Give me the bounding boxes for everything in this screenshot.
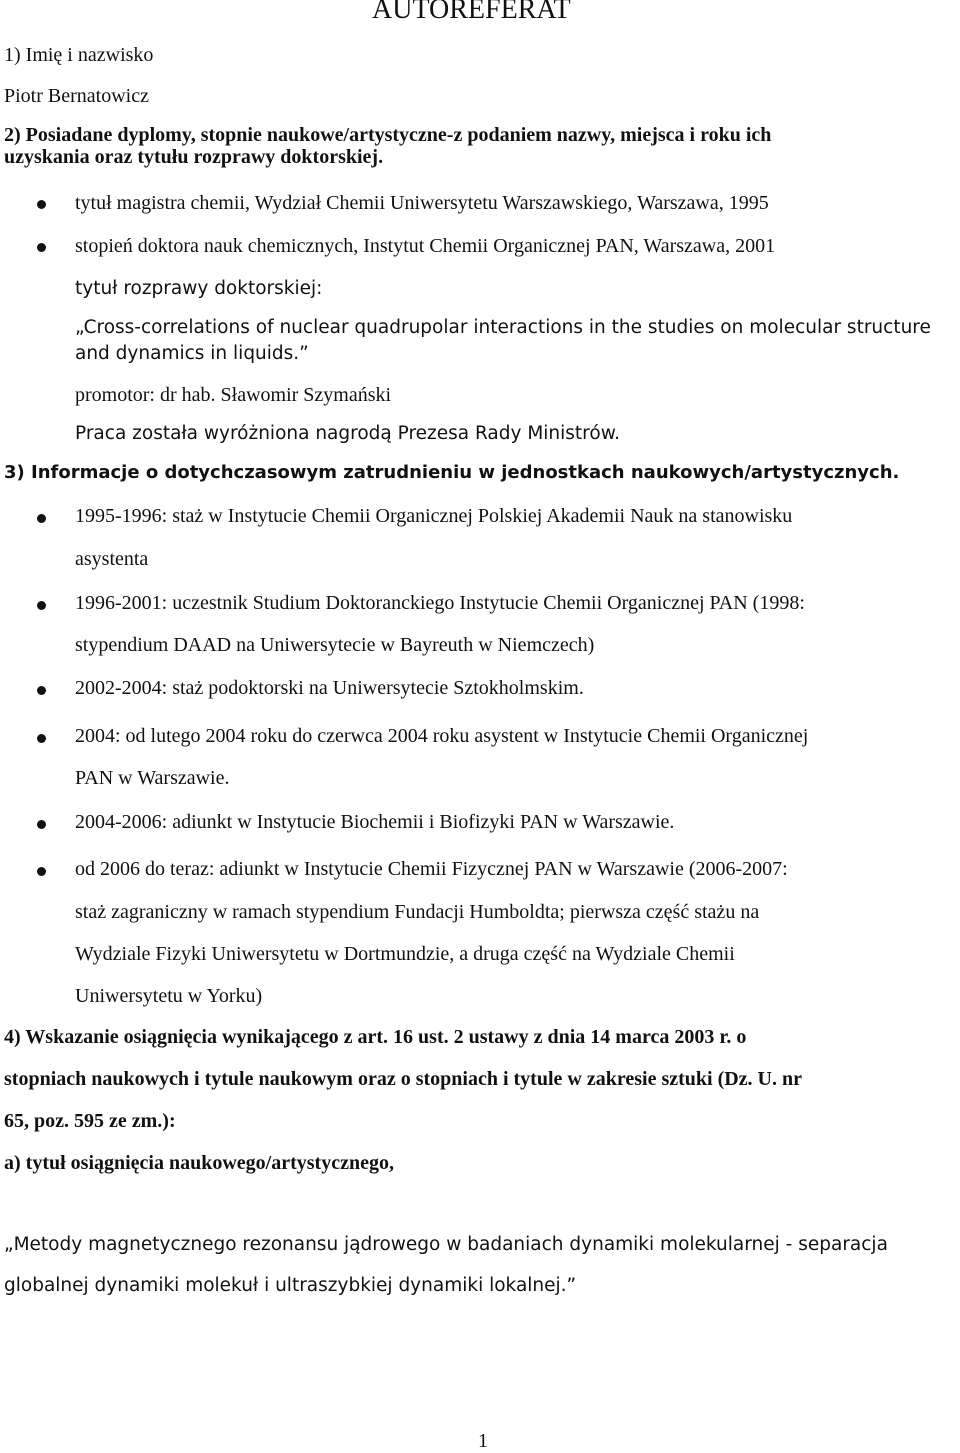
section-2-heading-line1: 2) Posiadane dyplomy, stopnie naukowe/artystyczne-z podaniem nazwy, miejsca i roku ich [4,124,772,146]
section-3-heading: 3) Informacje o dotychczasowym zatrudnieniu w jednostkach naukowych/artystycznych. [4,462,900,483]
bullet-icon [37,243,46,252]
thesis-title-line2: and dynamics in liquids.” [75,343,309,364]
bullet-icon [37,734,46,743]
employment-item-line: PAN w Warszawie. [75,767,230,789]
employment-item-line: 2002-2004: staż podoktorski na Uniwersytecie Sztokholmskim. [75,677,584,699]
section-4-heading-line3: 65, poz. 595 ze zm.): [4,1110,176,1132]
award-note: Praca została wyróżniona nagrodą Prezesa Rady Ministrów. [75,423,621,444]
bullet-icon [37,200,46,209]
section-4-heading-line1: 4) Wskazanie osiągnięcia wynikającego z art. 16 ust. 2 ustawy z dnia 14 marca 2003 r. o [4,1026,747,1048]
employment-item-line: staż zagraniczny w ramach stypendium Fundacji Humboldta; pierwsza część stażu na [75,901,760,923]
document-title: AUTOREFERAT [372,0,571,25]
employment-item-line: 2004-2006: adiunkt w Instytucie Biochemii i Biofizyki PAN w Warszawie. [75,811,675,833]
achievement-title-line1: „Metody magnetycznego rezonansu jądrowego w badaniach dynamiki molekularnej - separacja [4,1234,888,1255]
person-name: Piotr Bernatowicz [4,85,149,107]
employment-item-line: 1996-2001: uczestnik Studium Doktoranckiego Instytucie Chemii Organicznej PAN (1998: [75,592,805,614]
thesis-label: tytuł rozprawy doktorskiej: [75,278,323,299]
employment-item-line: Uniwersytetu w Yorku) [75,985,263,1007]
degree-item-doctorate: stopień doktora nauk chemicznych, Instytut Chemii Organicznej PAN, Warszawa, 2001 [75,235,776,257]
section-1-heading: 1) Imię i nazwisko [4,44,154,66]
achievement-title-line2: globalnej dynamiki molekuł i ultraszybkiej dynamiki lokalnej.” [4,1275,577,1296]
achievement-title-heading: a) tytuł osiągnięcia naukowego/artystycznego, [4,1152,394,1174]
employment-item-line: stypendium DAAD na Uniwersytecie w Bayreuth w Niemczech) [75,634,595,656]
bullet-icon [37,686,46,695]
bullet-icon [37,867,46,876]
section-2-heading-line2: uzyskania oraz tytułu rozprawy doktorskiej. [4,146,384,168]
section-4-heading-line2: stopniach naukowych i tytule naukowym oraz o stopniach i tytule w zakresie sztuki (Dz. U. nr [4,1068,802,1090]
degree-item-masters: tytuł magistra chemii, Wydział Chemii Uniwersytetu Warszawskiego, Warszawa, 1995 [75,192,769,214]
bullet-icon [37,514,46,523]
bullet-icon [37,820,46,829]
employment-item-line: asystenta [75,548,149,570]
employment-item-line: od 2006 do teraz: adiunkt w Instytucie Chemii Fizycznej PAN w Warszawie (2006-2007: [75,858,788,880]
bullet-icon [37,601,46,610]
page-number: 1 [478,1430,488,1452]
thesis-title-line1: „Cross-correlations of nuclear quadrupolar interactions in the studies on molecular structure [75,317,931,338]
employment-item-line: 2004: od lutego 2004 roku do czerwca 2004 roku asystent w Instytucie Chemii Organicznej [75,725,809,747]
employment-item-line: Wydziale Fizyki Uniwersytetu w Dortmundzie, a druga część na Wydziale Chemii [75,943,735,965]
promotor: promotor: dr hab. Sławomir Szymański [75,384,392,406]
employment-item-line: 1995-1996: staż w Instytucie Chemii Organicznej Polskiej Akademii Nauk na stanowisku [75,505,793,527]
